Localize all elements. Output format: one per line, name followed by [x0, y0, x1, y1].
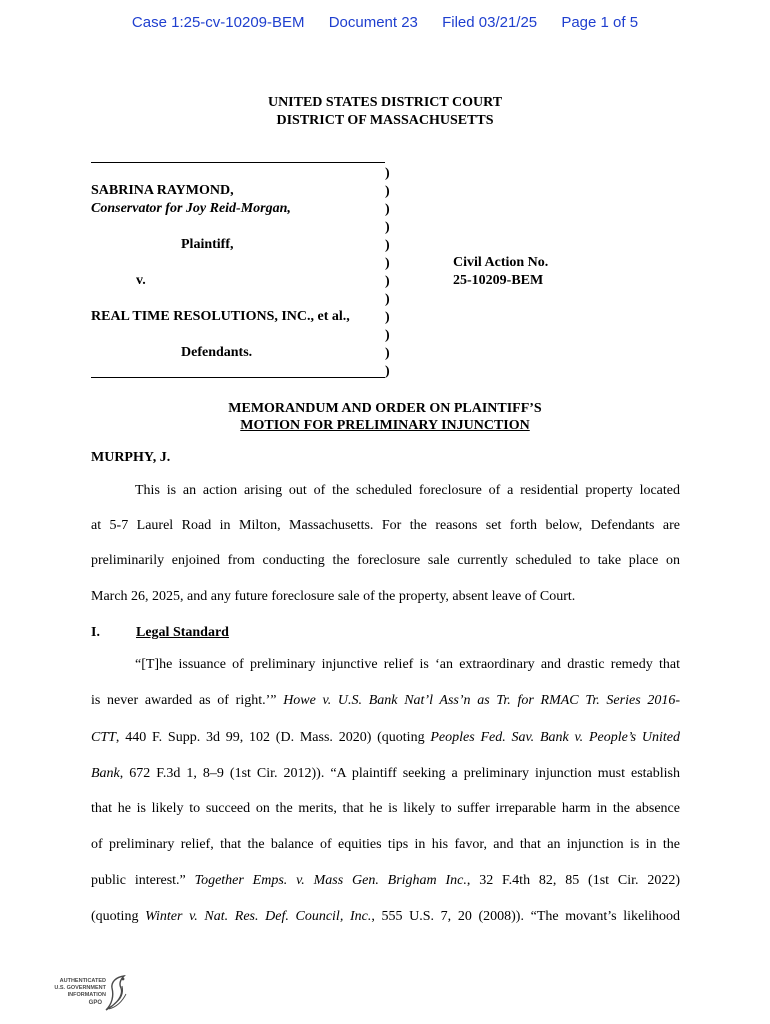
standard-line	[91, 873, 680, 889]
standard-line: of preliminary relief, that the balance of equities tips in his favor, and that an injunction is in the	[91, 837, 680, 852]
case-citation: Bank	[91, 766, 120, 781]
document-number: Document 23	[328, 14, 418, 31]
court-name: UNITED STATES DISTRICT COURT	[267, 95, 503, 110]
paren: )	[385, 364, 390, 379]
standard-line	[91, 909, 680, 925]
paren: )	[385, 292, 390, 307]
text-run: (quoting	[91, 909, 146, 924]
ecf-header-stamp	[0, 14, 770, 31]
paren: )	[385, 346, 390, 361]
gpo-authentication-seal	[44, 974, 134, 1018]
standard-line	[91, 730, 680, 746]
section-number: I.	[91, 625, 100, 640]
paren: )	[385, 220, 390, 235]
page-indicator: Page 1 of 5	[561, 14, 639, 31]
caption-paren-column	[385, 165, 395, 381]
text-run: , 32 F.4th 82, 85 (1st Cir. 2022)	[466, 873, 680, 888]
paren: )	[385, 256, 390, 271]
text-run: public interest.”	[91, 873, 195, 888]
paren: )	[385, 166, 390, 181]
standard-line: “[T]he issuance of preliminary injunctive relief is ‘an extraordinary and drastic remedy that	[135, 657, 680, 672]
plaintiff-name: SABRINA RAYMOND,	[91, 183, 234, 198]
seal-text: INFORMATION	[67, 992, 106, 998]
versus: v.	[136, 273, 146, 288]
paren: )	[385, 328, 390, 343]
standard-line	[91, 693, 680, 709]
caption-bottom-rule	[91, 377, 385, 378]
intro-line: preliminarily enjoined from conducting the foreclosure sale currently scheduled to take place on	[91, 553, 680, 568]
court-heading	[0, 94, 770, 130]
memorandum-title	[0, 400, 770, 434]
eagle-icon	[102, 974, 132, 1014]
case-citation: CTT	[91, 730, 116, 745]
paren: )	[385, 238, 390, 253]
standard-line: that he is likely to succeed on the merits, that he is likely to suffer irreparable harm in the absence	[91, 801, 680, 816]
case-citation: Winter v. Nat. Res. Def. Council, Inc.	[145, 909, 372, 924]
case-citation: Howe v. U.S. Bank Nat’l Ass’n as Tr. for RMAC Tr. Series 2016-	[283, 693, 681, 708]
judge-name: MURPHY, J.	[91, 450, 171, 465]
seal-text: U.S. GOVERNMENT	[54, 985, 106, 991]
paren: )	[385, 310, 390, 325]
intro-line: This is an action arising out of the scheduled foreclosure of a residential property located	[135, 483, 680, 498]
civil-action-label: Civil Action No.	[453, 255, 549, 270]
seal-gpo-mark: GPO	[88, 1000, 102, 1006]
case-citation: Peoples Fed. Sav. Bank v. People’s United	[430, 730, 680, 745]
paren: )	[385, 202, 390, 217]
case-citation: Together Emps. v. Mass Gen. Brigham Inc.	[194, 873, 467, 888]
intro-line: March 26, 2025, and any future foreclosure sale of the property, absent leave of Court.	[91, 589, 576, 604]
defendant-name: REAL TIME RESOLUTIONS, INC., et al.,	[91, 309, 350, 324]
text-run: is never awarded as of right.’”	[91, 693, 284, 708]
court-district: DISTRICT OF MASSACHUSETTS	[276, 113, 494, 128]
title-line-2: MOTION FOR PRELIMINARY INJUNCTION	[240, 418, 530, 433]
intro-line: at 5-7 Laurel Road in Milton, Massachusetts. For the reasons set forth below, Defendants are	[91, 518, 680, 533]
section-title: Legal Standard	[136, 625, 229, 640]
caption-top-rule	[91, 162, 385, 163]
civil-action-number: 25-10209-BEM	[453, 273, 544, 288]
text-run: , 555 U.S. 7, 20 (2008)). “The movant’s likelihood	[371, 909, 680, 924]
text-run: , 440 F. Supp. 3d 99, 102 (D. Mass. 2020) (quoting	[115, 730, 431, 745]
standard-line	[91, 766, 680, 782]
text-run: , 672 F.3d 1, 8–9 (1st Cir. 2012)). “A plaintiff seeking a preliminary injunction must establish	[119, 766, 680, 781]
plaintiff-role: Conservator for Joy Reid-Morgan,	[91, 201, 291, 216]
plaintiff-label: Plaintiff,	[181, 237, 234, 252]
defendant-label: Defendants.	[181, 345, 253, 360]
paren: )	[385, 274, 390, 289]
case-number: Case 1:25-cv-10209-BEM	[131, 14, 305, 31]
seal-text: AUTHENTICATED	[59, 978, 106, 984]
paren: )	[385, 184, 390, 199]
title-line-1: MEMORANDUM AND ORDER ON PLAINTIFF’S	[228, 401, 542, 416]
filed-date: Filed 03/21/25	[442, 14, 538, 31]
